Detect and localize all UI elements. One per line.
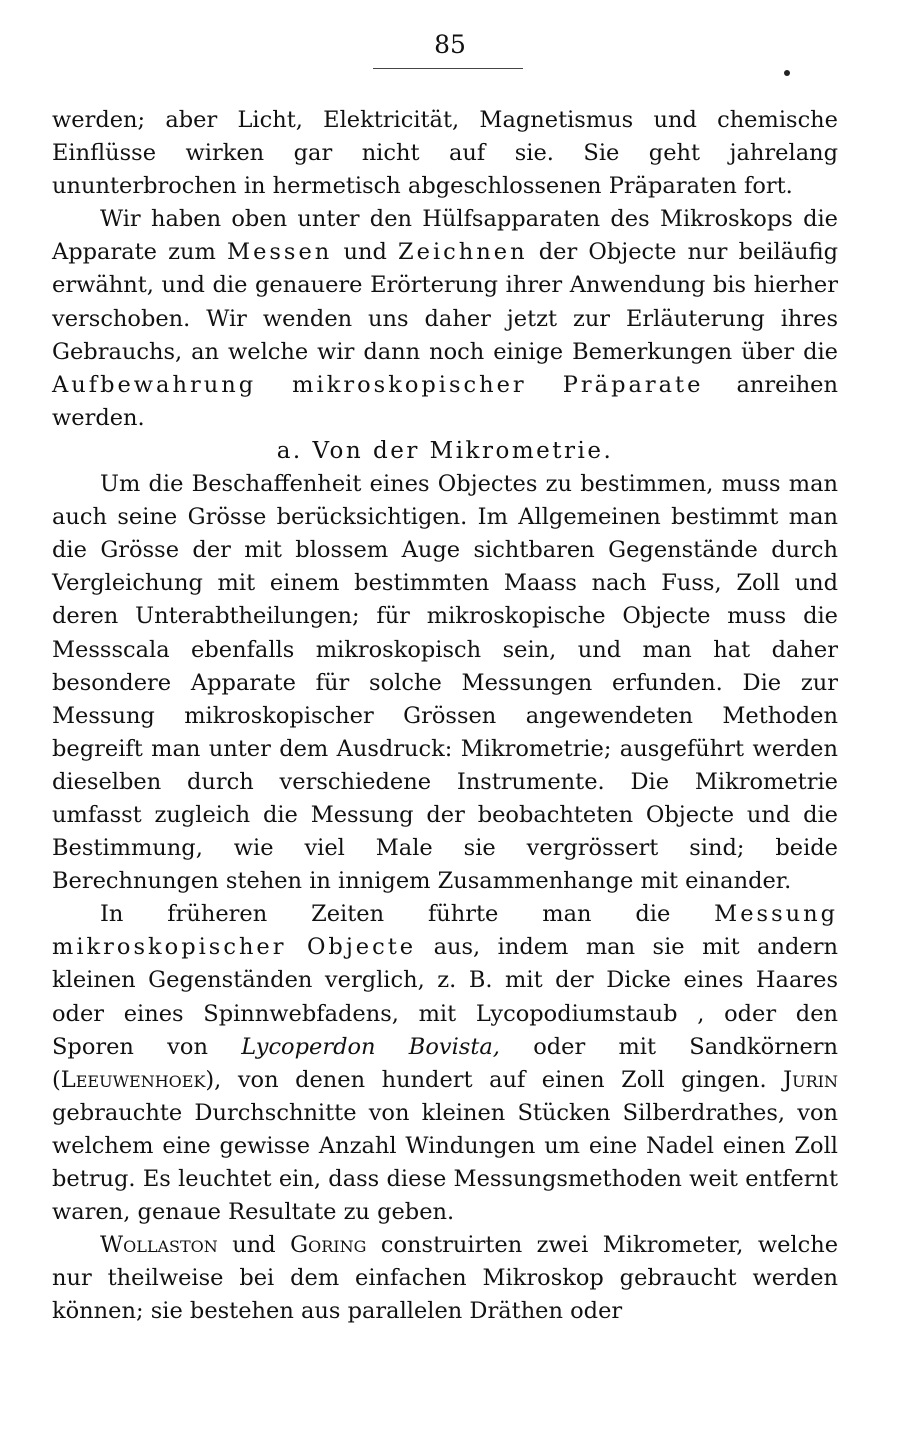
ink-speck (784, 70, 790, 76)
p2-text-und: und (343, 239, 387, 266)
p4-text-e: oder mit Sandkörnern ( (52, 1033, 839, 1093)
p2-spaced-zeichnen: Zeichnen (398, 239, 528, 266)
section-heading: a. Von der Mikrometrie. (276, 437, 614, 464)
p5-name-wollaston: Wollaston (100, 1232, 218, 1259)
p4-name-leeuwenhoek: Leeuwenhoek (60, 1066, 206, 1093)
paragraph-5 (52, 1229, 838, 1328)
p2-text-g: anreihen werden. (52, 371, 838, 431)
paragraph-4 (52, 898, 838, 1229)
p4-text-c: aus, indem man sie mit andern kleinen Gegenständen verglich, z. B. mit der Dicke eines Haares oder eines Spinnwebfadens, mit Lycopodiumstaub , oder den Sporen von (52, 934, 838, 1060)
p4-text-i: gebrauchte Durchschnitte von kleinen Stücken Silberdrathes, von welchem eine gewisse Anzahl Windungen um eine Nadel einen Zoll betrug. Es leuchtet ein, dass diese Messungsmethoden weit entfernt waren, genaue Resultate zu geben. (52, 1099, 838, 1226)
body-text (52, 104, 838, 1328)
p4-text-a: In früheren Zeiten führte man die (100, 901, 671, 928)
p4-spaced-messung: Messung mikroskopischer Objecte (52, 901, 839, 961)
page-number: 85 (434, 30, 466, 59)
p4-italic-species: Lycoperdon Bovista, (241, 1033, 500, 1060)
p2-spaced-aufbewahrung: Aufbewahrung mikroskopischer Präparate (52, 371, 704, 398)
p4-text-g: ), von denen hundert auf einen Zoll gingen. (205, 1066, 767, 1093)
p5-name-goring: Goring (290, 1232, 367, 1259)
header-rule (373, 68, 523, 69)
p5-text-und: und (232, 1232, 276, 1259)
p5-text-d: construirten zwei Mikrometer, welche nur theilweise bei dem einfachen Mikroskop gebraucht werden können; sie bestehen aus parallelen Dräthen oder (52, 1232, 839, 1325)
p2-text-e: der Objecte nur beiläufig erwähnt, und die genauere Erörterung ihrer Anwendung bis hierher verschoben. Wir wenden uns daher jetzt zur Erläuterung ihres Gebrauchs, an welche wir dann noch einige Bemerkungen über die (52, 239, 838, 365)
paragraph-3: Um die Beschaffenheit eines Objectes zu bestimmen, muss man auch seine Grösse berücksichtigen. Im Allgemeinen bestimmt man die Grösse der mit blossem Auge sichtbaren Gegenstände durch Vergleichung mit einem bestimmten Maass nach Fuss, Zoll und deren Unterabtheilungen; für mikroskopische Objecte muss die Messscala ebenfalls mikroskopisch sein, und man hat daher besondere Apparate für solche Messungen erfunden. Die zur Messung mikroskopischer Grössen angewendeten Methoden begreift man unter dem Ausdruck: Mikrometrie; ausgeführt werden dieselben durch verschiedene Instrumente. Die Mikrometrie umfasst zugleich die Messung der beobachteten Objecte und die Bestimmung, wie viel Male sie vergrössert sind; beide Berechnungen stehen in innigem Zusammenhange mit einander. (52, 471, 838, 895)
paragraph-2 (52, 203, 838, 435)
p2-spaced-messen: Messen (227, 239, 333, 266)
p2-text-a: Wir haben oben unter den Hülfsapparaten des Mikroskops die Apparate zum (52, 206, 838, 266)
p4-name-jurin: Jurin (783, 1066, 838, 1093)
paragraph-1: werden; aber Licht, Elektricität, Magnetismus und chemische Einflüsse wirken gar nicht auf sie. Sie geht jahrelang ununterbrochen in hermetisch abgeschlossenen Präparaten fort. (52, 107, 838, 200)
